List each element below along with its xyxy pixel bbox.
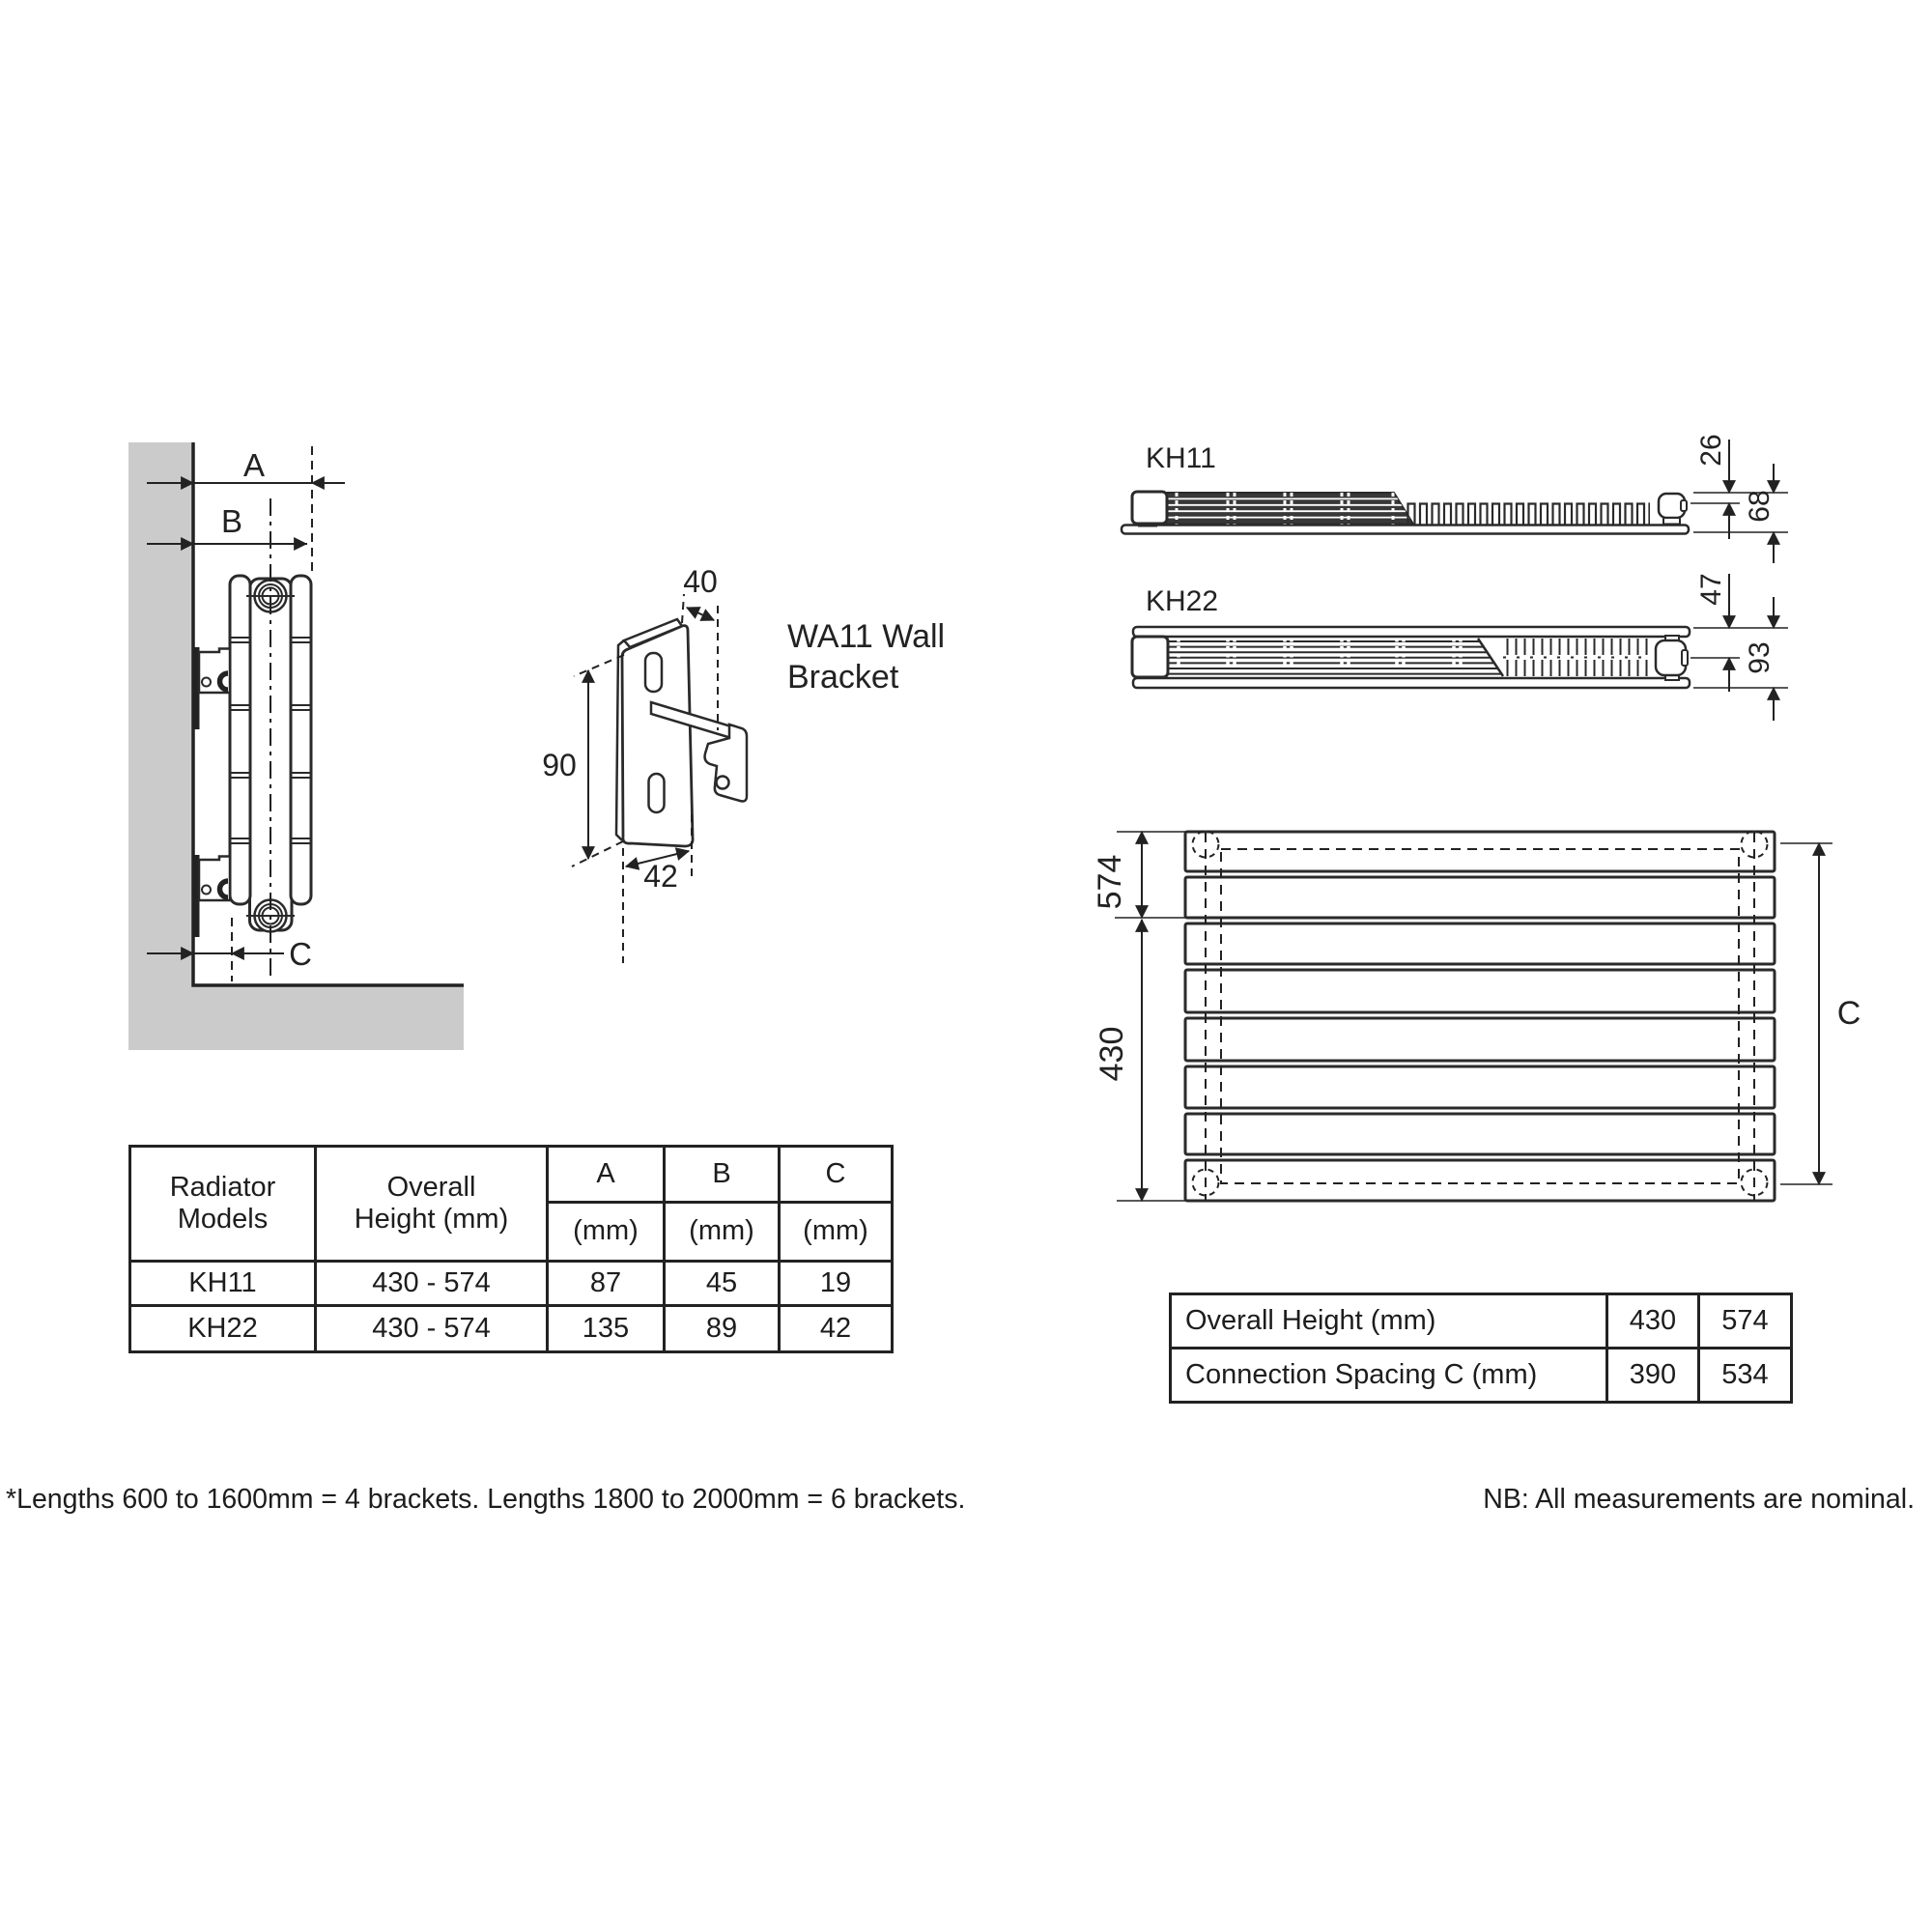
spacing-label: Overall Height (mm) xyxy=(1171,1294,1607,1349)
kh11-end-cap xyxy=(1132,492,1167,524)
col-a-letter: A xyxy=(548,1147,665,1203)
bracket-dim-90-label: 90 xyxy=(542,748,577,782)
b-cell: 89 xyxy=(665,1306,780,1352)
kh22-top-rail xyxy=(1133,627,1690,637)
models-table-col1-header: Radiator Models xyxy=(130,1147,316,1262)
kh22-end-cap xyxy=(1132,637,1168,677)
kh22-valve xyxy=(1656,636,1688,680)
front-slats xyxy=(1185,832,1775,1201)
spacing-table xyxy=(1169,1293,1793,1404)
table-row xyxy=(1171,1349,1792,1403)
footnote-nominal: NB: All measurements are nominal. xyxy=(1483,1484,1915,1515)
radiator-front-view xyxy=(1092,832,1861,1202)
kh22-cross-section xyxy=(1132,573,1788,721)
dim-b-label: B xyxy=(220,503,243,539)
kh11-label: KH11 xyxy=(1146,442,1216,474)
wall-side-view xyxy=(128,442,464,1050)
height-cell: 430 - 574 xyxy=(316,1306,548,1352)
models-table xyxy=(128,1145,894,1353)
kh11-cross-section xyxy=(1122,434,1788,563)
table-row xyxy=(1171,1294,1792,1349)
col2-header-line1: Overall xyxy=(386,1171,476,1203)
table-row xyxy=(130,1262,893,1306)
table-row xyxy=(130,1306,893,1352)
kh11-panel xyxy=(1166,493,1413,525)
wall-bracket-top xyxy=(193,647,230,729)
a-cell: 87 xyxy=(548,1262,665,1306)
spacing-value: 430 xyxy=(1607,1294,1699,1349)
b-cell: 45 xyxy=(665,1262,780,1306)
front-dim-right xyxy=(1780,843,1833,1184)
col-c-unit: (mm) xyxy=(780,1203,893,1262)
dim-c-label: C xyxy=(289,936,312,972)
kh11-dim-inner-label: 26 xyxy=(1695,434,1727,467)
kh11-bottom-rail xyxy=(1122,526,1689,534)
kh22-dim-inner-label: 47 xyxy=(1695,573,1727,606)
footnote-brackets: *Lengths 600 to 1600mm = 4 brackets. Lengths 1800 to 2000mm = 6 brackets. xyxy=(6,1484,966,1515)
kh11-fins xyxy=(1406,501,1650,525)
col2-header-line2: Height (mm) xyxy=(354,1204,509,1235)
model-cell: KH11 xyxy=(130,1262,316,1306)
bracket-dim-40-label: 40 xyxy=(683,564,718,599)
models-table-col2-header xyxy=(316,1147,548,1262)
kh11-valve xyxy=(1659,494,1687,525)
col-c-letter: C xyxy=(780,1147,893,1203)
bracket-title-line2: Bracket xyxy=(787,659,899,696)
kh22-dim-overall-label: 93 xyxy=(1744,641,1776,674)
spacing-value: 390 xyxy=(1607,1349,1699,1403)
bracket-plate xyxy=(616,619,747,846)
spacing-value: 534 xyxy=(1699,1349,1792,1403)
bracket-title-line1: WA11 Wall xyxy=(787,618,946,655)
wall-section xyxy=(128,442,193,1050)
front-dim-430-label: 430 xyxy=(1094,1026,1130,1082)
floor-section xyxy=(128,985,464,1050)
model-cell: KH22 xyxy=(130,1306,316,1352)
dim-a-label: A xyxy=(242,447,266,483)
height-cell: 430 - 574 xyxy=(316,1262,548,1306)
spacing-label: Connection Spacing C (mm) xyxy=(1171,1349,1607,1403)
front-dim-574-label: 574 xyxy=(1092,854,1128,910)
col-a-unit: (mm) xyxy=(548,1203,665,1262)
wall-bracket-bottom xyxy=(193,855,230,937)
a-cell: 135 xyxy=(548,1306,665,1352)
kh22-bottom-rail xyxy=(1133,678,1690,688)
kh22-label: KH22 xyxy=(1146,585,1219,617)
col-b-letter: B xyxy=(665,1147,780,1203)
bracket-dim-42-label: 42 xyxy=(643,859,678,894)
c-cell: 19 xyxy=(780,1262,893,1306)
kh22-panel-detail xyxy=(1166,639,1503,676)
kh11-cap-tab xyxy=(1138,523,1157,527)
col-b-unit: (mm) xyxy=(665,1203,780,1262)
wall-bracket-detail xyxy=(542,564,945,963)
spacing-value: 574 xyxy=(1699,1294,1792,1349)
c-cell: 42 xyxy=(780,1306,893,1352)
front-dim-c-label: C xyxy=(1836,995,1861,1032)
kh11-dim-overall-label: 68 xyxy=(1744,490,1776,523)
